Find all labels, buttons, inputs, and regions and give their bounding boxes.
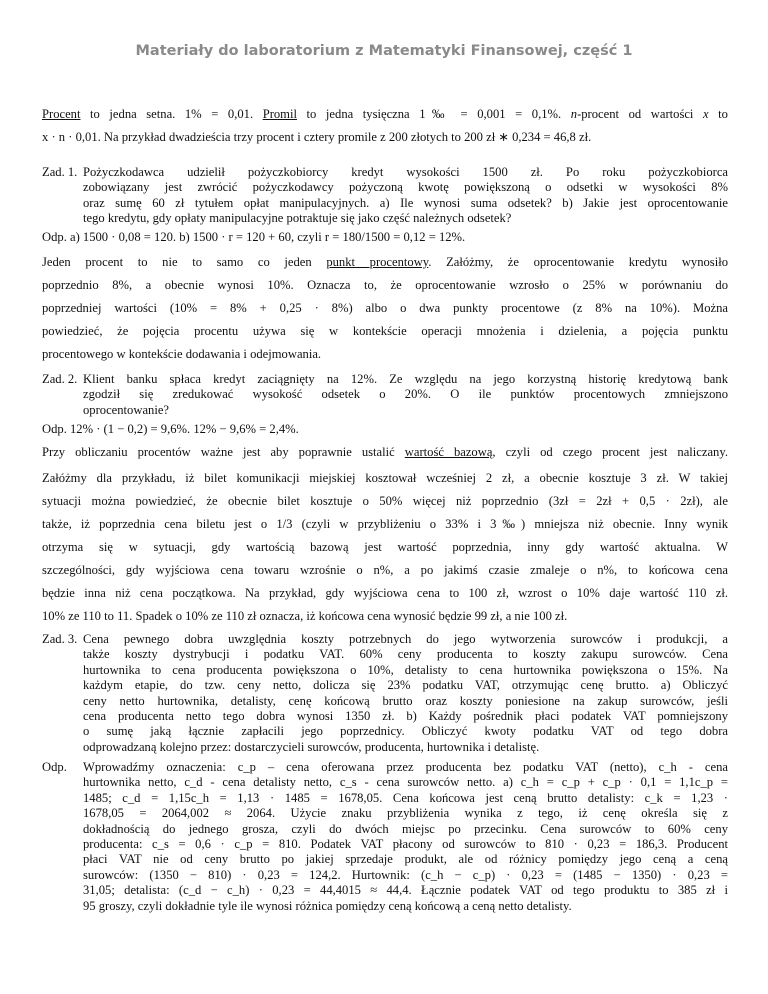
intro-line-2: x · n · 0,01. Na przykład dwadzieścia trzy procent i cztery promile z 200 złotych to 200 zł ∗ 0,234 = 46,8 zł. xyxy=(42,130,592,144)
exercise-1-answer: Odp. a) 1500 · 0,08 = 120. b) 1500 · r = 120 + 60, czyli r = 180/1500 = 0,12 = 12%. xyxy=(42,230,466,244)
exercise-1-label: Zad. 1. xyxy=(42,165,78,179)
exercise-3 xyxy=(42,632,728,756)
base-value-line: Przy obliczaniu procentów ważne jest aby poprawnie ustalić wartość bazową, czyli od czego procent jest naliczany. xyxy=(42,445,728,459)
exercise-2-answer: Odp. 12% · (1 − 0,2) = 9,6%. 12% − 9,6% = 2,4%. xyxy=(42,422,299,436)
exercise-3-text: Cena pewnego dobra uwzględnia koszty potrzebnych do jego wytworzenia surowców i produkcji, a także koszty dystrybucji i podatku VAT. 60% ceny producenta to koszty zakupu surowców. Cena hurtownika to cena producenta powiększona o 10%, detalisty to cena hurtownika powiększona o 15%. Na każdym etapie, do tzw. ceny netto, dolicza się 23% podatku VAT, otrzymując cenę brutto. a) Obliczyć ceny netto hurtownika, detalisty, cenę końcową brutto oraz koszty poniesione na zakup surowców, jeśli cena producenta netto tego dobra wynosi 1350 zł. b) Każdy pośrednik płaci podatek VAT pomniejszony o sumę jaką łącznie zapłacili jego poprzednicy. Obliczyć kwoty podatku VAT od tego dobra odprowadzaną kolejno przez: dostarczycieli surowców, producenta, hurtownika i detalistę. xyxy=(83,632,728,754)
exercise-3-answer xyxy=(42,760,728,920)
exercise-2-text: Klient banku spłaca kredyt zaciągnięty na 12%. Ze względu na jego korzystną historię kredytową bank zgodził się zredukować wysokość odsetek o 20%. O ile punktów procentowych zmniejszono oprocentowanie? xyxy=(83,372,728,417)
exercise-3-answer-label: Odp. xyxy=(42,760,67,774)
percentage-point-paragraph: Jeden procent to nie to samo co jeden punkt procentowy. Załóżmy, że oprocentowanie kredytu wynosiło poprzednio 8%, a obecnie wynosi 10%. Oznacza to, że oprocentowanie wzrosło o 25% w porównaniu do poprzedniej wartości (10% = 8% + 0,25 · 8%) albo o dwa punkty procentowe (z 8% na 10%). Można powiedzieć, że pojęcia procentu używa się w kontekście operacji mnożenia i dzielenia, a pojęcia punktu procentowego w kontekście dodawania i odejmowania. xyxy=(42,255,728,361)
intro-paragraph xyxy=(42,103,728,149)
exercise-2-label: Zad. 2. xyxy=(42,372,78,386)
document-title: Materiały do laboratorium z Matematyki Finansowej, część 1 xyxy=(135,43,633,59)
exercise-1-text: Pożyczkodawca udzielił pożyczkobiorcy kredyt wysokości 1500 zł. Po roku pożyczkobiorca zobowiązany jest zwrócić pożyczkodawcy pożyczoną kwotę powiększoną o odsetki w wysokości 8% oraz sumę 60 zł tytułem opłat manipulacyjnych. a) Ile wynosi suma odsetek? b) Jakie jest oprocentowanie tego kredytu, gdy opłaty manipulacyjne potraktuje się jako część należnych odsetek? xyxy=(83,165,728,226)
intro-line-1: Procent to jedna setna. 1% = 0,01. Promil to jedna tysięczna 1‰ = 0,001 = 0,1%. n-procent od wartości x to xyxy=(42,107,728,121)
exercise-2 xyxy=(42,372,728,419)
exercise-1 xyxy=(42,165,728,227)
exercise-3-label: Zad. 3. xyxy=(42,632,78,646)
base-value-paragraph: Załóżmy dla przykładu, iż bilet komunikacji miejskiej kosztował wcześniej 2 zł, a obecnie kosztuje 3 zł. W takiej sytuacji można powiedzieć, że obecnie bilet kosztuje o 50% więcej niż poprzednio (3zł = 2zł + 0,5 · 2zł), ale także, iż poprzednia cena biletu jest o 1/3 (czyli w przybliżeniu o 33% i 3‰) mniejsza niż obecnie. Inny wynik otrzyma się w sytuacji, gdy wartością bazową jest wartość poprzednia, inny gdy wartość aktualna. W szczególności, gdy wyjściowa cena towaru wzrośnie o n%, a po jakimś czasie zmaleje o n%, to końcowa cena będzie inna niż cena początkowa. Na przykład, gdy wyjściowa cena to 100 zł, wzrost o 10% daje wartość 110 zł. 10% ze 110 to 11. Spadek o 10% ze 110 zł oznacza, iż końcowa cena wynosić będzie 99 zł, a nie 100 zł. xyxy=(42,471,728,623)
exercise-3-answer-text: Wprowadźmy oznaczenia: c_p – cena oferowana przez producenta bez podatku VAT (netto), c_h - cena hurtownika netto, c_d - cena detalisty netto, c_s - cena surowców netto. a) c_h = c_p + c_p · 0,1 = 1,1c_p = 1485; c_d = 1,15c_h = 1,13 · 1485 = 1678,05. Cena końcowa jest ceną brutto detalisty: c_k = 1,23 · 1678,05 = 2064,002 ≈ 2064. Użycie znaku przybliżenia wynika z tego, iż cenę określa się z dokładnością do jednego grosza, czyli do dwóch miejsc po przecinku. Cena surowców to 60% ceny producenta: c_s = 0,6 · c_p = 810. Podatek VAT płacony od surowców to 810 · 0,23 = 186,3. Producent płaci VAT nie od ceny brutto po jakiej sprzedaje produkt, ale od różnicy pomiędzy jego ceną a ceną surowców: (1350 − 810) · 0,23 = 124,2. Hurtownik: (c_h − c_p) · 0,23 = (1485 − 1350) · 0,23 = 31,05; detalista: (c_d − c_h) · 0,23 = 44,4015 ≈ 44,4. Łącznie podatek VAT od tego produktu to 385 zł i 95 groszy, czyli dokładnie tyle ile wynosi różnica pomiędzy ceną końcową a ceną netto detalisty. xyxy=(83,760,728,913)
